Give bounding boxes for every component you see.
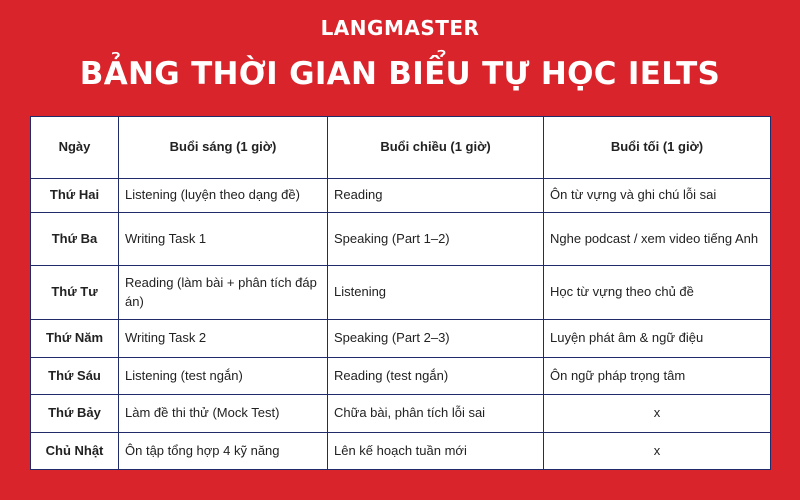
afternoon-cell: Speaking (Part 1–2) [328, 213, 544, 266]
afternoon-cell: Reading [328, 179, 544, 213]
morning-cell: Listening (luyện theo dạng đề) [119, 179, 328, 213]
table-row [31, 395, 771, 433]
evening-cell: x [544, 395, 771, 433]
evening-cell: Ôn từ vựng và ghi chú lỗi sai [544, 179, 771, 213]
evening-cell: Học từ vựng theo chủ đề [544, 266, 771, 320]
header-morning: Buổi sáng (1 giờ) [119, 117, 328, 179]
table-row [31, 320, 771, 358]
morning-cell: Làm đề thi thử (Mock Test) [119, 395, 328, 433]
table-row [31, 179, 771, 213]
morning-cell: Ôn tập tổng hợp 4 kỹ năng [119, 433, 328, 470]
afternoon-cell: Lên kế hoạch tuần mới [328, 433, 544, 470]
header-evening: Buổi tối (1 giờ) [544, 117, 771, 179]
evening-cell: x [544, 433, 771, 470]
table-row [31, 266, 771, 320]
day-cell: Thứ Sáu [31, 358, 119, 395]
brand-logo: LANGMASTER [320, 16, 480, 40]
morning-cell: Writing Task 1 [119, 213, 328, 266]
evening-cell: Luyện phát âm & ngữ điệu [544, 320, 771, 358]
day-cell: Thứ Tư [31, 266, 119, 320]
afternoon-cell: Reading (test ngắn) [328, 358, 544, 395]
day-cell: Thứ Hai [31, 179, 119, 213]
afternoon-cell: Listening [328, 266, 544, 320]
morning-cell: Reading (làm bài + phân tích đáp án) [119, 266, 328, 320]
afternoon-cell: Chữa bài, phân tích lỗi sai [328, 395, 544, 433]
table-header-row [31, 117, 771, 179]
day-cell: Thứ Ba [31, 213, 119, 266]
day-cell: Chủ Nhật [31, 433, 119, 470]
table-row [31, 358, 771, 395]
table-row [31, 213, 771, 266]
morning-cell: Writing Task 2 [119, 320, 328, 358]
header-afternoon: Buổi chiều (1 giờ) [328, 117, 544, 179]
day-cell: Thứ Bảy [31, 395, 119, 433]
day-cell: Thứ Năm [31, 320, 119, 358]
morning-cell: Listening (test ngắn) [119, 358, 328, 395]
evening-cell: Ôn ngữ pháp trọng tâm [544, 358, 771, 395]
table-row [31, 433, 771, 470]
header-day: Ngày [31, 117, 119, 179]
afternoon-cell: Speaking (Part 2–3) [328, 320, 544, 358]
page-title: BẢNG THỜI GIAN BIỂU TỰ HỌC IELTS [79, 56, 721, 92]
evening-cell: Nghe podcast / xem video tiếng Anh [544, 213, 771, 266]
schedule-table [30, 116, 771, 470]
